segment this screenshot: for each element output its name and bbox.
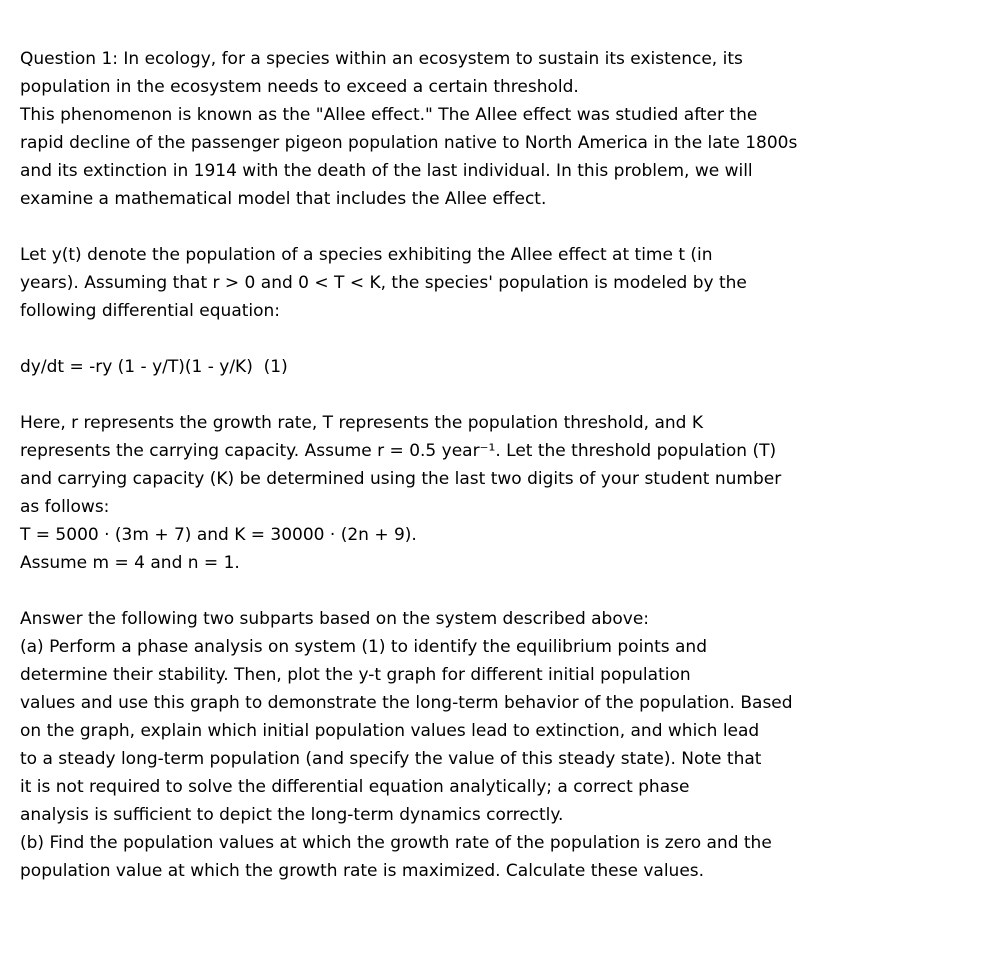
text-line: years). Assuming that r > 0 and 0 < T < K, the species' population is modeled by the <box>20 273 747 293</box>
text-line: Assume m = 4 and n = 1. <box>20 553 240 573</box>
text-line: and carrying capacity (K) be determined using the last two digits of your student number <box>20 469 782 489</box>
text-line: examine a mathematical model that includes the Allee effect. <box>20 189 547 209</box>
text-line: Answer the following two subparts based on the system described above: <box>20 609 649 629</box>
text-line: Question 1: In ecology, for a species within an ecosystem to sustain its existence, its <box>20 49 743 69</box>
paragraph-spacer <box>20 213 980 241</box>
question-document <box>20 45 980 885</box>
intro-paragraph <box>20 45 980 213</box>
text-line: Here, r represents the growth rate, T represents the population threshold, and K <box>20 413 703 433</box>
paragraph-spacer <box>20 325 980 353</box>
text-line: following differential equation: <box>20 301 281 321</box>
text-line: (b) Find the population values at which the growth rate of the population is zero and the <box>20 833 772 853</box>
equation-block <box>20 353 980 381</box>
text-line: values and use this graph to demonstrate the long-term behavior of the population. Based <box>20 693 793 713</box>
parameters-paragraph <box>20 409 980 577</box>
text-line: population in the ecosystem needs to exceed a certain threshold. <box>20 77 579 97</box>
text-line: Let y(t) denote the population of a species exhibiting the Allee effect at time t (in <box>20 245 713 265</box>
text-line: population value at which the growth rate is maximized. Calculate these values. <box>20 861 705 881</box>
text-line: represents the carrying capacity. Assume r = 0.5 year⁻¹. Let the threshold population (T) <box>20 441 777 461</box>
text-line: analysis is sufficient to depict the long-term dynamics correctly. <box>20 805 564 825</box>
paragraph-spacer <box>20 577 980 605</box>
text-line: and its extinction in 1914 with the death of the last individual. In this problem, we will <box>20 161 753 181</box>
text-line: (a) Perform a phase analysis on system (1) to identify the equilibrium points and <box>20 637 707 657</box>
model-paragraph <box>20 241 980 325</box>
text-line: it is not required to solve the differential equation analytically; a correct phase <box>20 777 690 797</box>
text-line: This phenomenon is known as the "Allee effect." The Allee effect was studied after the <box>20 105 758 125</box>
paragraph-spacer <box>20 381 980 409</box>
text-line: rapid decline of the passenger pigeon population native to North America in the late 1800s <box>20 133 798 153</box>
text-line: on the graph, explain which initial population values lead to extinction, and which lead <box>20 721 760 741</box>
differential-equation: dy/dt = -ry (1 - y/T)(1 - y/K) (1) <box>20 357 288 377</box>
text-line: to a steady long-term population (and specify the value of this steady state). Note that <box>20 749 762 769</box>
text-line: determine their stability. Then, plot the y-t graph for different initial population <box>20 665 691 685</box>
text-line: as follows: <box>20 497 110 517</box>
tasks-paragraph <box>20 605 980 885</box>
text-line: T = 5000 · (3m + 7) and K = 30000 · (2n + 9). <box>20 525 417 545</box>
